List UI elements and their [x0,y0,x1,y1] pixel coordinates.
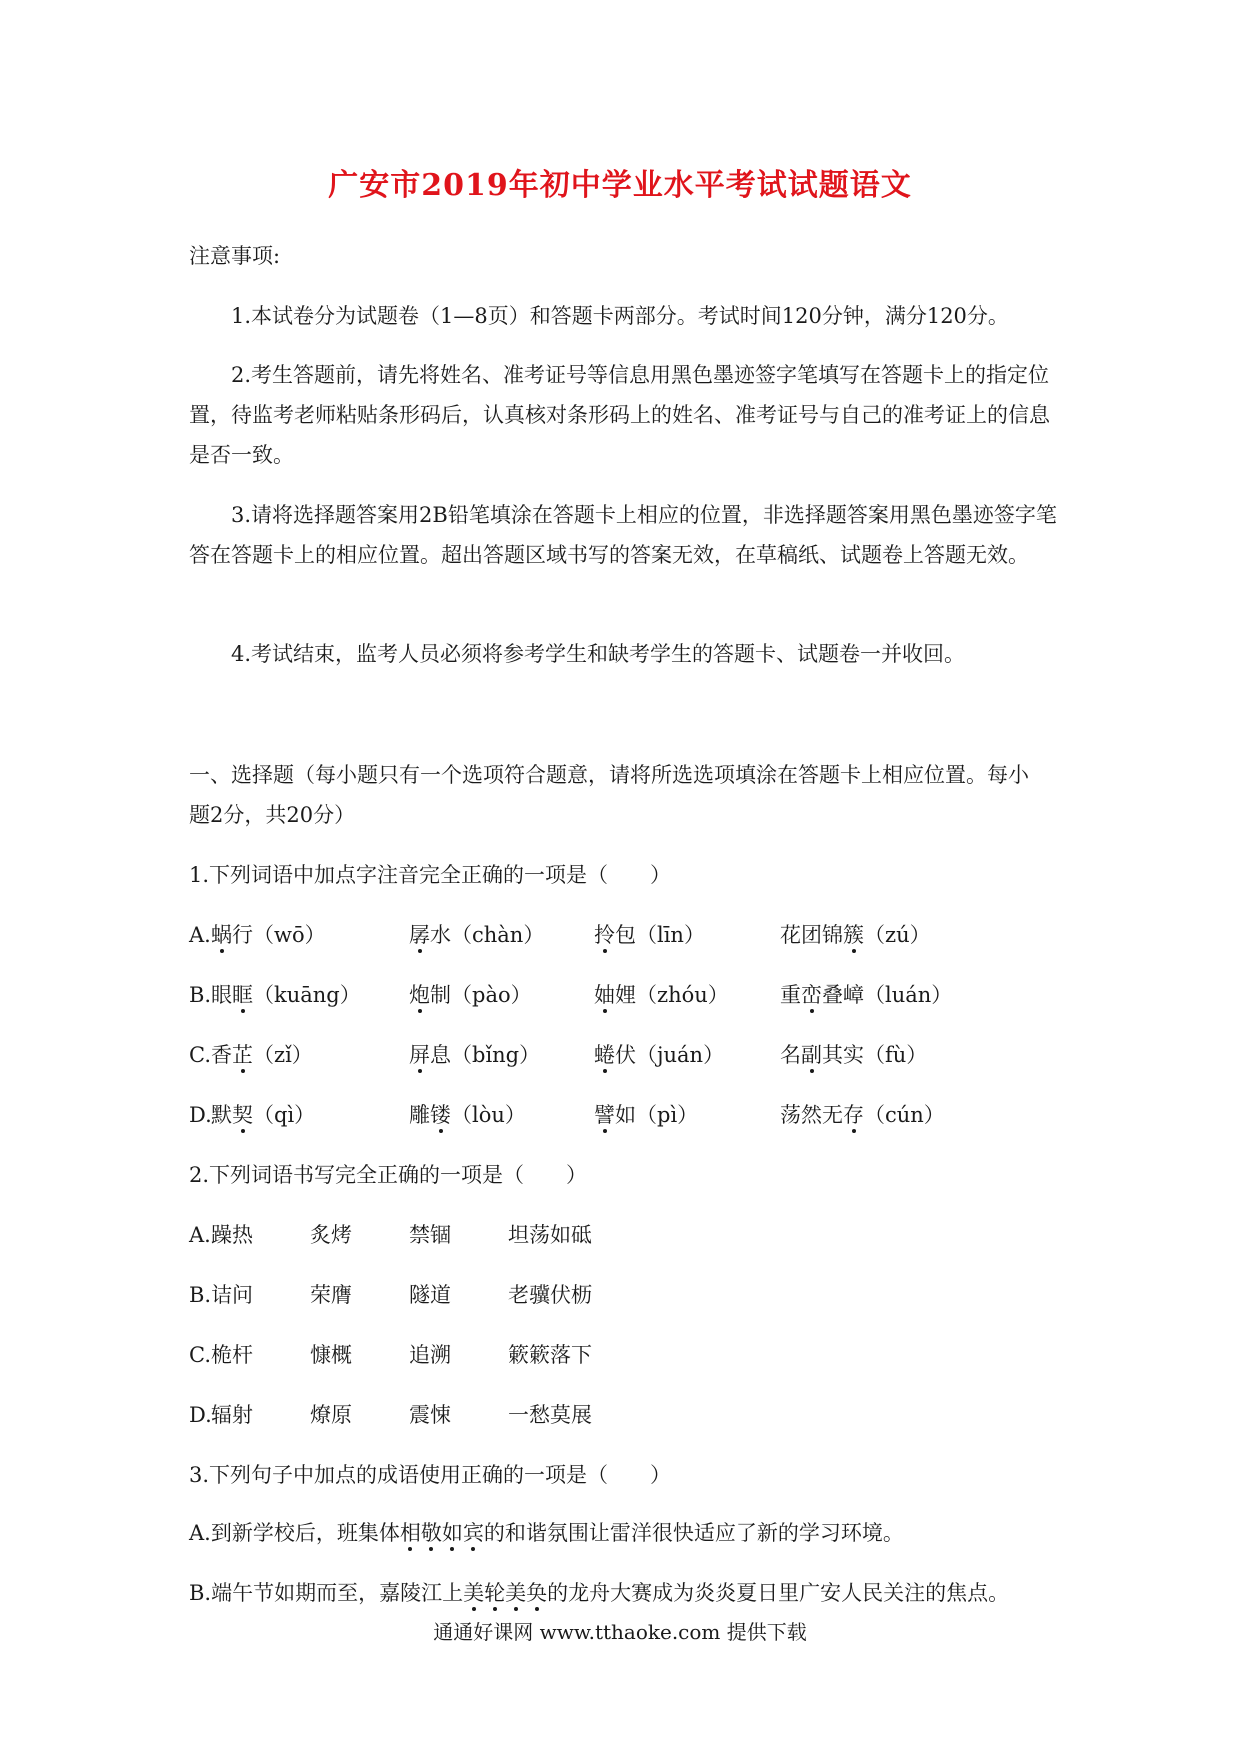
q1-b-item1: 眼眶（kuāng） [211,975,361,1015]
notice-heading: 注意事项: [189,244,281,268]
notice-4: 4.考试结束，监考人员必须将参考学生和缺考学生的答题卡、试题卷一并收回。 [231,642,966,666]
q2-b-word2: 荣膺 [310,1283,352,1307]
footer-source: 通通好课网 www.tthaoke.com 提供下载 [433,1620,807,1644]
q1-b-item3: 妯娌（zhóu） [594,975,729,1015]
q3-b-dotted-idiom: 美轮美奂 [463,1581,547,1605]
q1-c-item1: 香芷（zǐ） [211,1035,313,1075]
q1-d-item3: 譬如（pì） [594,1095,698,1135]
q1-d-item1: 默契（qì） [211,1095,315,1135]
q1-c-label: C. [189,1043,211,1067]
q1-a-item3: 拎包（līn） [594,915,705,955]
q1-b-item4: 重峦叠嶂（luán） [780,975,952,1015]
q2-b-label: B. [189,1283,212,1307]
q1-c-item2: 屏息（bǐng） [409,1035,540,1075]
q2-c-word4: 簌簌落下 [508,1343,592,1367]
q1-stem: 1.下列词语中加点字注音完全正确的一项是（ ） [189,863,672,887]
q2-option-b [189,1275,1089,1315]
section1-heading-line2: 题2分，共20分） [189,803,356,827]
section1-heading-line1: 一、选择题（每小题只有一个选项符合题意，请将所选选项填涂在答题卡上相应位置。每小 [189,763,1029,787]
q2-option-a [189,1215,1089,1255]
q1-option-d [189,1095,1089,1135]
q1-d-label: D. [189,1103,212,1127]
q2-c-word2: 慷概 [310,1343,352,1367]
q1-option-c [189,1035,1089,1075]
q1-option-b [189,975,1089,1015]
q3-option-a: A.到新学校后，班集体相敬如宾的和谐氛围让雷洋很快适应了新的学习环境。 [189,1513,904,1553]
q3-stem: 3.下列句子中加点的成语使用正确的一项是（ ） [189,1463,672,1487]
q1-a-item1: 蜗行（wō） [211,915,326,955]
q2-option-d [189,1395,1089,1435]
q2-d-word1: 辐射 [211,1403,253,1427]
q2-c-label: C. [189,1343,211,1367]
q2-b-word3: 隧道 [409,1283,451,1307]
q1-option-a [189,915,1089,955]
q2-a-word4: 坦荡如砥 [508,1223,592,1247]
q1-c-item4: 名副其实（fù） [780,1035,927,1075]
q2-d-word3: 震悚 [409,1403,451,1427]
q2-a-word1: 躁热 [211,1223,253,1247]
q2-d-word2: 燎原 [310,1403,352,1427]
q2-c-word3: 追溯 [409,1343,451,1367]
q2-d-label: D. [189,1403,212,1427]
q3-option-b: B.端午节如期而至，嘉陵江上美轮美奂的龙舟大赛成为炎炎夏日里广安人民关注的焦点。 [189,1573,1009,1613]
q1-b-label: B. [189,983,212,1007]
q1-b-item2: 炮制（pào） [409,975,532,1015]
notice-2: 2.考生答题前，请先将姓名、准考证号等信息用黑色墨迹签字笔填写在答题卡上的指定位置，待监考老师粘贴条形码后，认真核对条形码上的姓名、准考证号与自己的准考证上的信息是否一致。 [189,363,1050,467]
q1-c-item3: 蜷伏（juán） [594,1035,724,1075]
q2-a-label: A. [189,1223,211,1247]
notice-3: 3.请将选择题答案用2B铅笔填涂在答题卡上相应的位置，非选择题答案用黑色墨迹签字笔答在答题卡上的相应位置。超出答题区域书写的答案无效，在草稿纸、试题卷上答题无效。 [189,503,1057,567]
q1-a-label: A. [189,923,211,947]
q2-a-word3: 禁锢 [409,1223,451,1247]
q3-a-dotted-idiom: 相敬如宾 [400,1521,484,1545]
q2-a-word2: 炙烤 [310,1223,352,1247]
q1-d-item2: 雕镂（lòu） [409,1095,526,1135]
q1-a-item4: 花团锦簇（zú） [780,915,931,955]
q2-stem: 2.下列词语书写完全正确的一项是（ ） [189,1163,588,1187]
q2-b-word1: 诘问 [211,1283,253,1307]
q1-a-item2: 孱水（chàn） [409,915,544,955]
q2-c-word1: 桅杆 [211,1343,253,1367]
q2-option-c [189,1335,1089,1375]
q2-b-word4: 老骥伏枥 [508,1283,592,1307]
q2-d-word4: 一愁莫展 [508,1403,592,1427]
notice-1: 1.本试卷分为试题卷（1—8页）和答题卡两部分。考试时间120分钟，满分120分。 [231,304,1009,328]
q1-d-item4: 荡然无存（cún） [780,1095,945,1135]
page-title: 广安市2019年初中学业水平考试试题语文 [328,168,912,203]
